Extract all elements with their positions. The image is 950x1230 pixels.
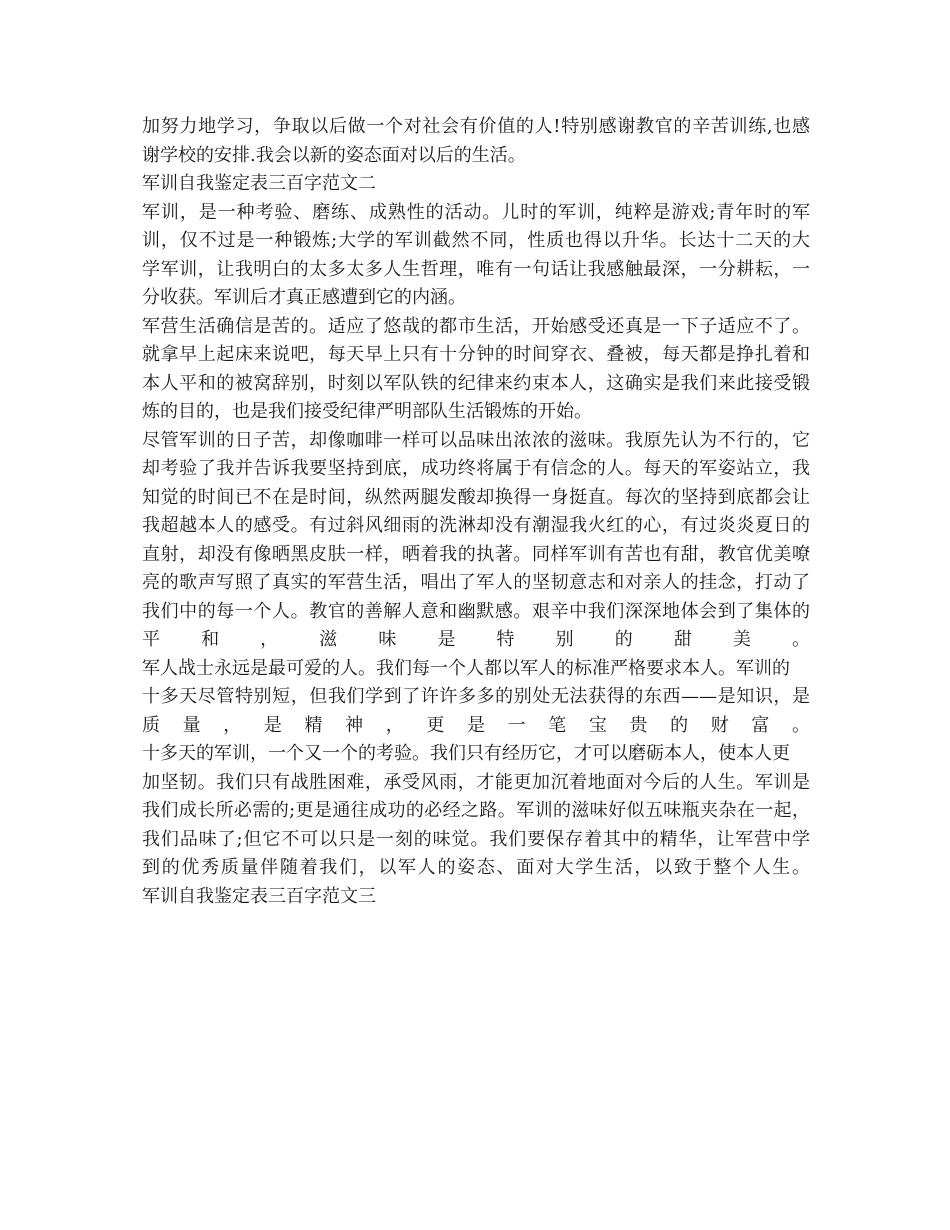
- section-heading: 军训自我鉴定表三百字范文三: [142, 885, 376, 907]
- text-line: 十多天的军训，一个又一个的考验。我们只有经历它，才可以磨砺本人，使本人更: [142, 743, 790, 764]
- text-line: 加坚韧。我们只有战胜困难，承受风雨，才能更加沉着地面对今后的人生。军训是: [142, 771, 810, 793]
- text-line: 分收获。军训后才真正感遭到它的内涵。: [142, 287, 466, 308]
- text-line: 军营生活确信是苦的。适应了悠哉的都市生活，开始感受还真是一下子适应不了。: [142, 315, 810, 337]
- text-line: 加努力地学习，争取以后做一个对社会有价值的人!特别感谢教官的辛苦训练,也感: [142, 116, 810, 137]
- text-line: 本人平和的被窝辞别，时刻以军队铁的纪律来约束本人，这确实是我们来此接受锻: [142, 372, 810, 394]
- text-line: 质量，是精神，更是一笔宝贵的财富。: [142, 714, 810, 736]
- text-line: 尽管军训的日子苦，却像咖啡一样可以品味出浓浓的滋味。我原先认为不行的，它: [142, 429, 810, 451]
- text-line: 平和，滋味是特别的甜美。: [142, 629, 810, 650]
- text-line: 却考验了我并告诉我要坚持到底，成功终将属于有信念的人。每天的军姿站立，我: [142, 458, 810, 479]
- document-body: [142, 113, 810, 911]
- text-line: 到的优秀质量伴随着我们，以军人的姿态、面对大学生活，以致于整个人生。: [142, 857, 810, 878]
- text-line: 直射，却没有像晒黑皮肤一样，晒着我的执著。同样军训有苦也有甜，教官优美嘹: [142, 543, 810, 565]
- text-line: 训，仅不过是一种锻炼;大学的军训截然不同，性质也得以升华。长达十二天的大: [142, 230, 810, 251]
- text-line: 十多天尽管特别短，但我们学到了许许多多的别处无法获得的东西——是知识，是: [142, 686, 810, 707]
- text-line: 我们品味了;但它不可以只是一刻的味觉。我们要保存着其中的精华，让军营中学: [142, 828, 810, 850]
- text-line: 我们成长所必需的;更是通往成功的必经之路。军训的滋味好似五味瓶夹杂在一起，: [142, 800, 810, 821]
- text-line: 我们中的每一个人。教官的善解人意和幽默感。艰辛中我们深深地体会到了集体的: [142, 600, 810, 622]
- text-line: 我超越本人的感受。有过斜风细雨的洗淋却没有潮湿我火红的心，有过炎炎夏日的: [142, 515, 810, 536]
- text-line: 军人战士永远是最可爱的人。我们每一个人都以军人的标准严格要求本人。军训的: [142, 657, 790, 679]
- text-line: 就拿早上起床来说吧，每天早上只有十分钟的时间穿衣、叠被，每天都是挣扎着和: [142, 344, 810, 365]
- text-line: 亮的歌声写照了真实的军营生活，唱出了军人的坚韧意志和对亲人的挂念，打动了: [142, 572, 810, 593]
- text-line: 军训，是一种考验、磨练、成熟性的活动。儿时的军训，纯粹是游戏;青年时的军: [142, 201, 810, 223]
- text-line: 炼的目的，也是我们接受纪律严明部队生活锻炼的开始。: [142, 401, 592, 422]
- text-line: 谢学校的安排.我会以新的姿态面对以后的生活。: [142, 144, 526, 166]
- text-line: 知觉的时间已不在是时间，纵然两腿发酸却换得一身挺直。每次的坚持到底都会让: [142, 486, 810, 508]
- section-heading: 军训自我鉴定表三百字范文二: [142, 173, 376, 194]
- text-line: 学军训，让我明白的太多太多人生哲理，唯有一句话让我感触最深，一分耕耘，一: [142, 258, 810, 280]
